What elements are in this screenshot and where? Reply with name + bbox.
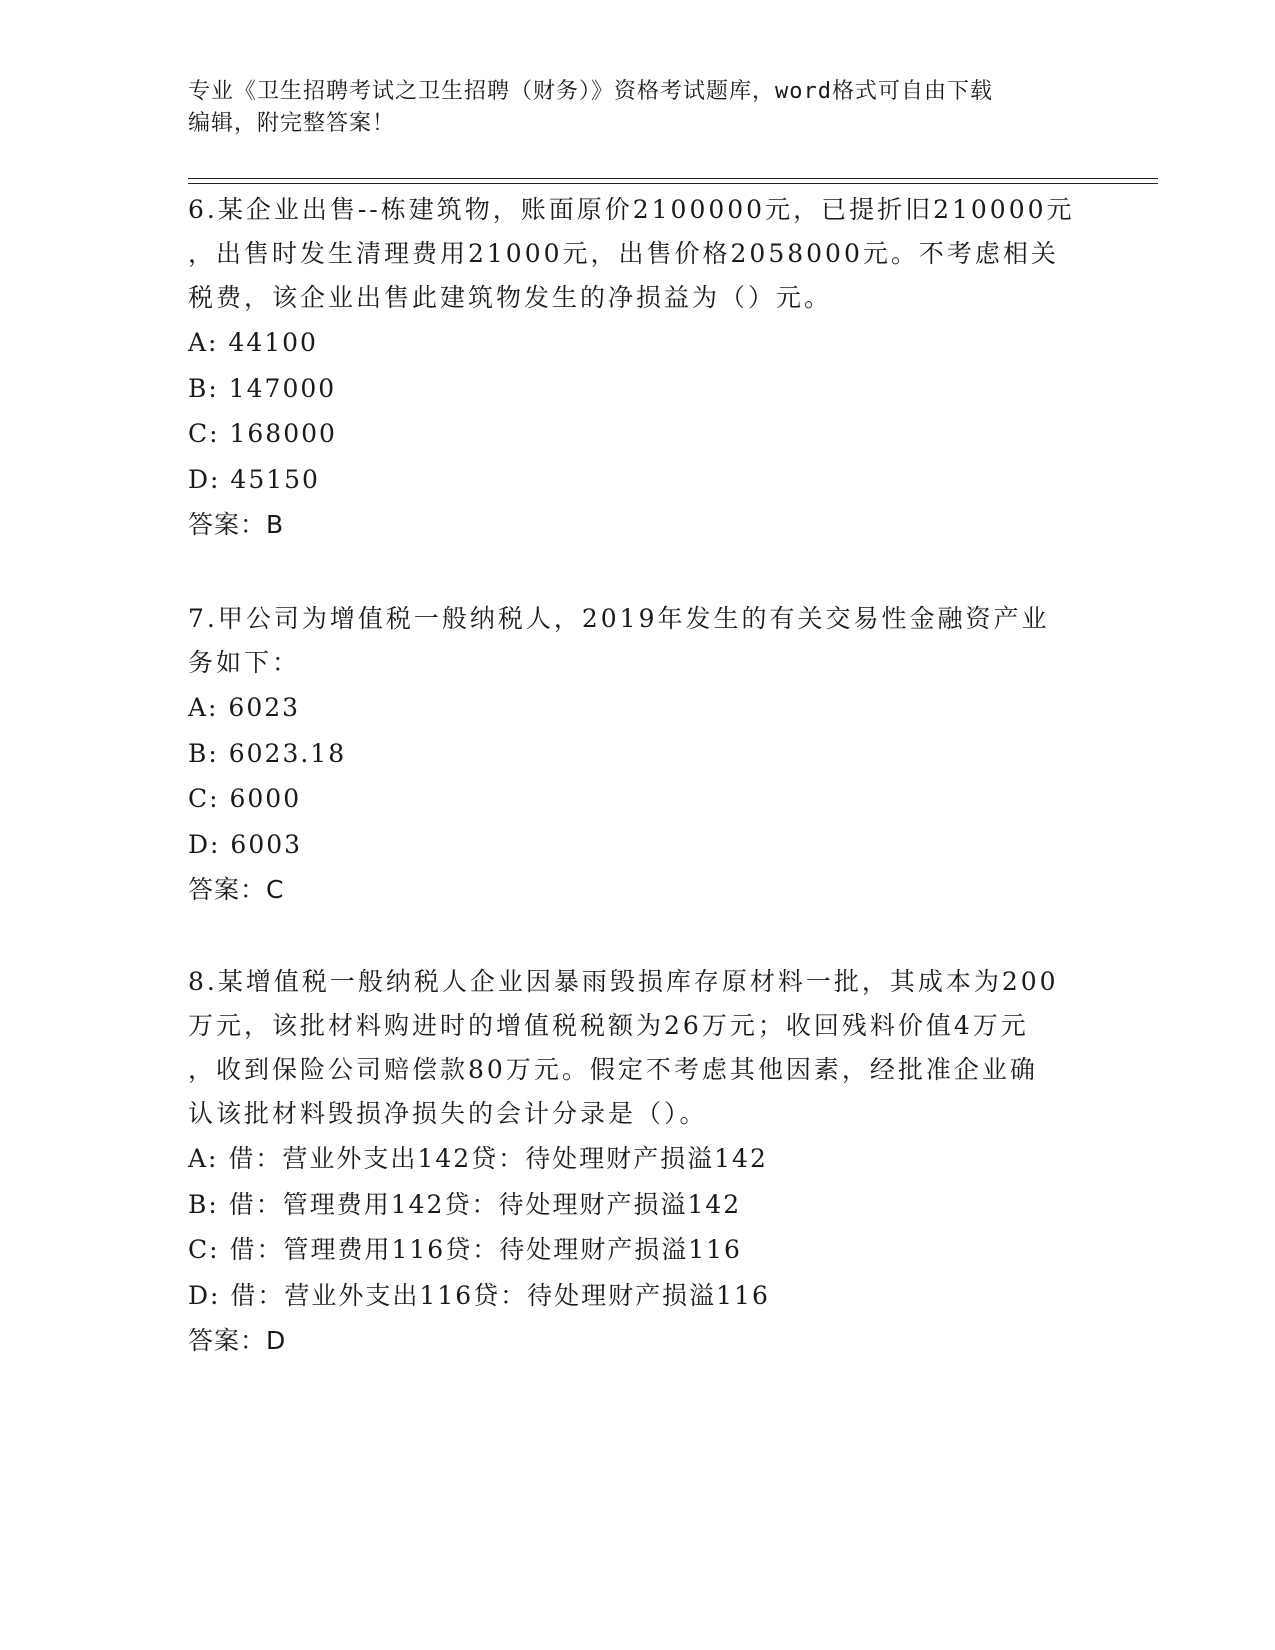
option-c: C: 168000: [188, 419, 337, 448]
question-6: [188, 188, 1088, 548]
header-line-2: 编辑，附完整答案！: [188, 111, 396, 136]
answer-text: 答案：B: [188, 510, 285, 539]
option-d: D: 借：营业外支出116贷：待处理财产损溢116: [188, 1280, 770, 1310]
option-b: B: 6023.18: [188, 738, 347, 768]
answer-text: 答案：D: [188, 1326, 287, 1355]
header-divider-bottom: [188, 183, 1158, 184]
question-text-line: 税费，该企业出售此建筑物发生的净损益为（）元。: [188, 283, 833, 312]
question-text-line: 6.某企业出售--栋建筑物，账面原价2100000元，已提折旧210000元: [188, 195, 1075, 224]
question-text-line: 万元，该批材料购进时的增值税税额为26万元；收回残料价值4万元: [188, 1011, 1029, 1040]
question-text-line: 认该批材料毁损净损失的会计分录是（）。: [188, 1099, 708, 1128]
option-b: B: 借：管理费用142贷：待处理财产损溢142: [188, 1189, 742, 1219]
header-divider-top: [188, 178, 1158, 179]
option-a: A: 6023: [188, 693, 301, 722]
question-text-line: 8.某增值税一般纳税人企业因暴雨毁损库存原材料一批，其成本为200: [188, 967, 1059, 996]
question-text-line: 务如下：: [188, 648, 301, 677]
header-line-1: 专业《卫生招聘考试之卫生招聘（财务）》资格考试题库，word格式可自由下载: [188, 79, 993, 104]
question-8: [188, 960, 1088, 1364]
document-header: [188, 76, 1088, 140]
option-d: D: 45150: [188, 464, 320, 494]
option-a: A: 借：营业外支出142贷：待处理财产损溢142: [188, 1144, 768, 1173]
option-b: B: 147000: [188, 373, 337, 403]
option-a: A: 44100: [188, 328, 318, 357]
option-c: C: 6000: [188, 784, 302, 813]
answer-text: 答案：C: [188, 875, 285, 904]
question-7: [188, 597, 1088, 913]
question-text-line: 7.甲公司为增值税一般纳税人，2019年发生的有关交易性金融资产业: [188, 604, 1050, 633]
question-text-line: ，出售时发生清理费用21000元，出售价格2058000元。不考虑相关: [188, 239, 1059, 268]
question-text-line: ，收到保险公司赔偿款80万元。假定不考虑其他因素，经批准企业确: [188, 1055, 1038, 1084]
option-d: D: 6003: [188, 829, 303, 859]
option-c: C: 借：管理费用116贷：待处理财产损溢116: [188, 1235, 742, 1264]
